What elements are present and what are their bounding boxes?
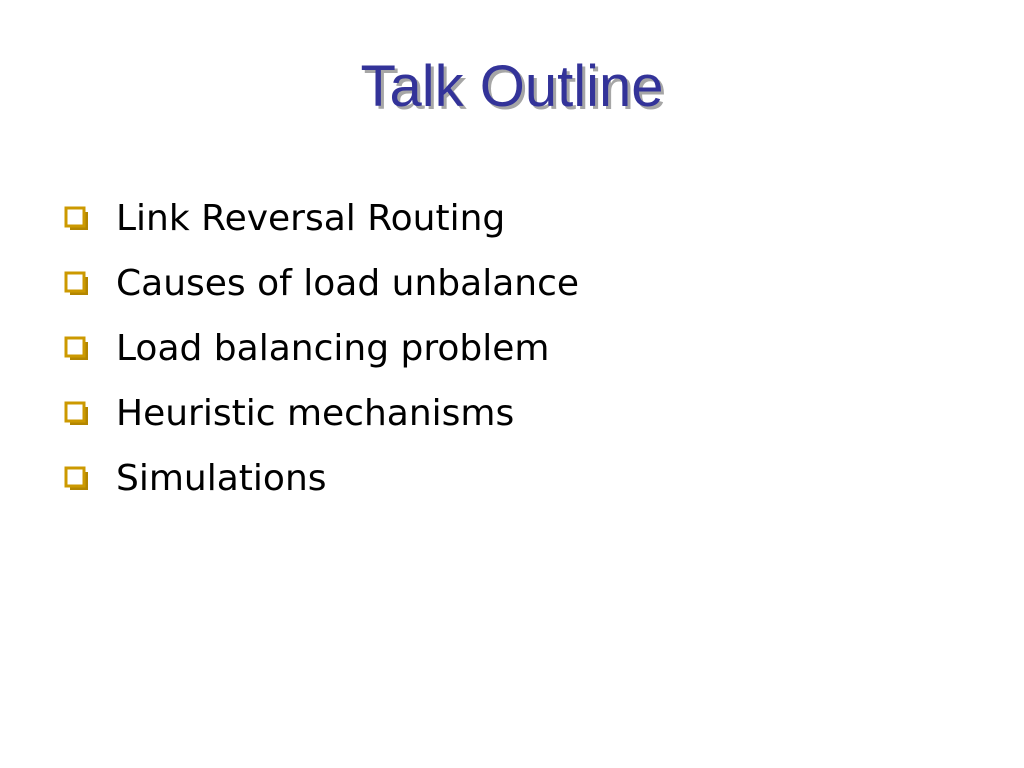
slide-title: Talk Outline	[360, 54, 664, 119]
hollow-square-bullet-icon	[64, 206, 90, 232]
bullet-text: Heuristic mechanisms	[116, 392, 515, 434]
hollow-square-bullet-icon	[64, 401, 90, 427]
bullet-item	[64, 381, 964, 446]
bullet-text: Simulations	[116, 457, 327, 499]
bullet-text: Link Reversal Routing	[116, 197, 506, 239]
hollow-square-bullet-icon	[64, 466, 90, 492]
bullet-list	[64, 186, 964, 511]
hollow-square-bullet-icon	[64, 336, 90, 362]
bullet-item	[64, 316, 964, 381]
bullet-item	[64, 251, 964, 316]
bullet-text: Causes of load unbalance	[116, 262, 580, 304]
bullet-item	[64, 446, 964, 511]
hollow-square-bullet-icon	[64, 271, 90, 297]
bullet-item	[64, 186, 964, 251]
bullet-text: Load balancing problem	[116, 327, 550, 369]
